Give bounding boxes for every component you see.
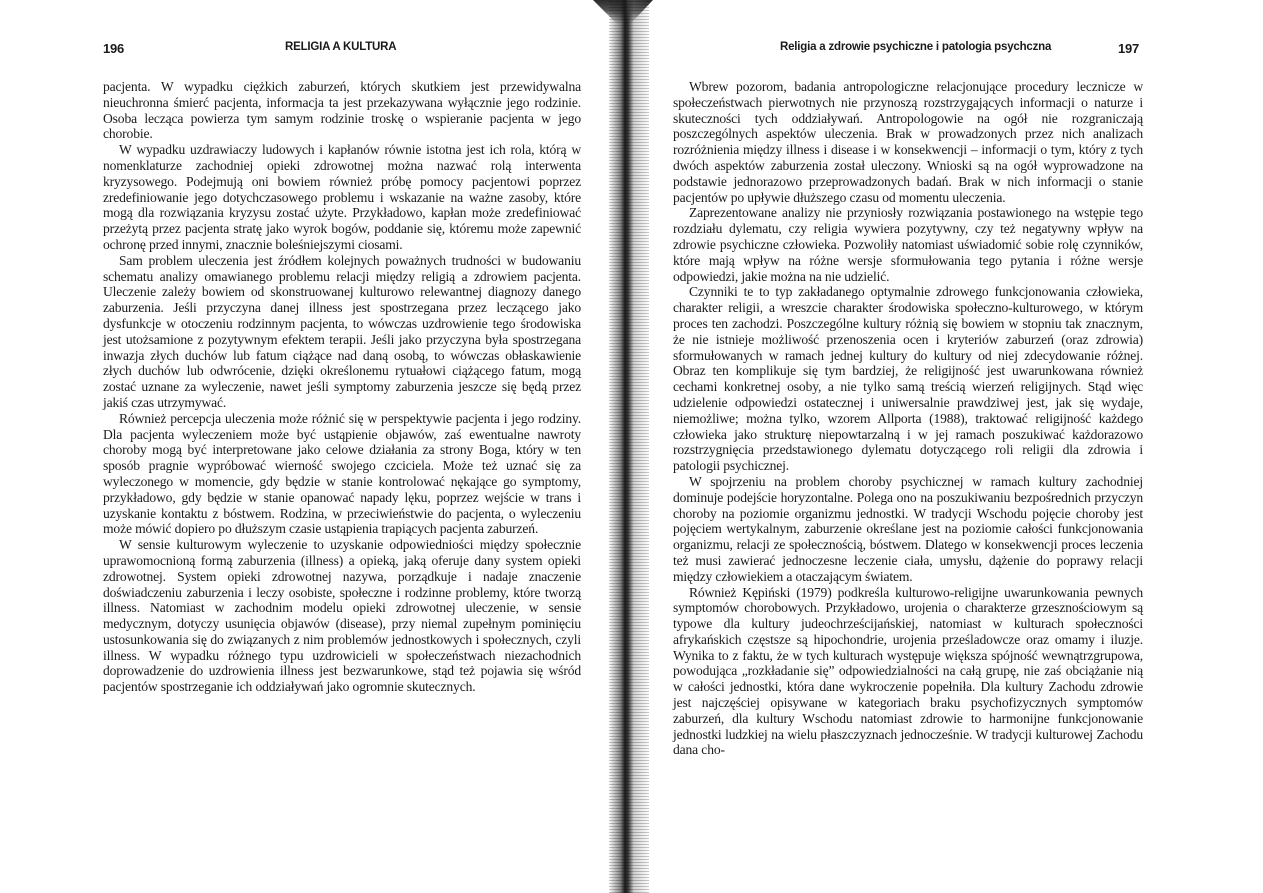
- paragraph: Czynniki te to typ zakładanego optymalnie zdrowego funkcjonowania człowieka, charakter religii, a wreszcie charakter środowiska społeczno-kulturowego, w którym proces ten zachodzi. Poszczególne kultury różnią się bowiem w stopniu tak znacznym, że nie istnieje możliwość przenoszenia ocen i kryteriów zaburzeń (oraz zdrowia) sformułowanych w ramach jednej kultury do kultury od niej zdecydowanie różnej. Obraz ten komplikuje się tym bardziej, że religijność jest uwarunkowana również cechami konkretnej osoby, a nie tylko samą treścią wierzeń religijnych. Stąd więc udzielenie odpowiedzi ostatecznej i uniwersalnie prawdziwej jest, jak się wydaje, niemożliwe; można tylko, wzorem Allporta (1988), traktować religijność każdego człowieka jako strukturę niepowtarzalną i w jej ramach poszukiwać każdorazowo rozstrzygnięcia przedstawionego dylematu dotyczącego roli religii dla zdrowia i patologii psychicznej.: [673, 284, 1143, 474]
- right-page: [626, 0, 1263, 893]
- paragraph: Również percepcja uleczenia może różnić się w perspektywie pacjenta i jego rodziny. Dla pacjenta wyleczeniem może być ustąpienie objawów, zaś ewentualne nawroty choroby mogą być interpretowane jako celowe działania za strony Boga, który w ten sposób pragnie wypróbować wierność swojego czciciela. Może też uznać się za wyleczonego w momencie, gdy będzie w stanie kontrolować nękające go symptomy, przykładowo, gdy będzie w stanie opanować napady lęku, poprzez wejście w trans i uzyskanie kontaktu z bóstwem. Rodzina, w przeciwieństwie do pacjenta, o wyleczeniu może mówić dopiero po dłuższym czasie ustąpienia trapiących pacjenta zaburzeń.: [103, 410, 581, 537]
- left-page: [0, 0, 626, 893]
- running-title: RELIGIA A KULTURA: [285, 41, 397, 53]
- paragraph: Wbrew pozorom, badania antropologiczne relacjonujące procedury lecznicze w społeczeństwach pierwotnych nie przynoszą rozstrzygających informacji o naturze i skuteczności tych oddziaływań. Antropologowie na ogół nie rozgraniczają poszczególnych aspektów uleczenia. Brak w prowadzonych przez nich analizach rozróżnienia między illness i disease i w konsekwencji – informacji o tym, który z tych dwóch aspektów zaburzenia został uleczony. Wnioski są na ogół wyprowadzone na podstawie jednorazowo przeprowadzonych badań. Brak w nich informacji o stanie pacjentów po upływie dłuższego czasu od momentu uleczenia.: [673, 79, 1143, 205]
- running-title: Religia a zdrowie psychiczne i patologia psychczna: [780, 41, 1052, 53]
- paragraph: pacjenta. W wypadku ciężkich zaburzeń, których skutkiem jest przewidywalna nieuchronna śmierć pacjenta, informacja ta jest przekazywana wyłącznie jego rodzinie. Osoba lecząca powierza tym samym rodzinie troskę o wspieranie pacjenta w jego chorobie.: [103, 79, 581, 142]
- paragraph: W sensie kulturowym wyleczenie to uzyskanie odpowiedniości między społecznie uprawomocnioną formą zaburzenia (illness) a opieką, jaką oferuje dany system opieki zdrowotnej. System opieki zdrowotnej nazywa, porządkuje i nadaje znaczenie doświadczeniu zaburzenia i leczy osobiste, społeczne i rodzinne problemy, które tworzą illness. Natomiast w zachodnim modelu opieki zdrowotnej uleczenie, w sensie medycznym, dotyczy usunięcia objawów (disease), przy niemal zupełnym pominięciu ustosunkowania się do związanych z nim problemów jednostkowych i społecznych, czyli illness. W wypadku różnego typu uzdrowicieli w społeczeństwach niezachodnich doprowadzenie do uzdrowienia illness jest bezwarunkowe, stąd też pojawia się wśród pacjentów spostrzeganie ich oddziaływań jako ogromnie skutecznych.: [103, 537, 581, 695]
- page-number: 196: [103, 41, 125, 56]
- paragraph: W wypadku uzdrawiaczy ludowych i kapłanów równie istotna jest ich rola, którą w nomenklaturze zachodniej opieki zdrowotnej można nazwać rolą interwenta kryzysowego. Podejmują oni bowiem również próbę pomocy pacjentowi poprzez zredefiniowanie jego dotychczasowego problemu i wskazanie na ważne zasoby, które mogą dla rozwiązania kryzysu zostać użyte. Przykładowo, kapłan może zredefiniować przeżytą przez pacjenta stratę jako wyrok bogów, poddanie się, któremu może zapewnić ochronę przed innymi, znacznie boleśniejszymi ciosami.: [103, 142, 581, 252]
- paragraph: Zaprezentowane analizy nie przyniosły rozwiązania postawionego na wstępie tego rozdziału dylematu, czy religia wywiera pozytywny, czy też negatywny wpływ na zdrowie psychiczne człowieka. Pozwoliły natomiast uświadomić sobie rolę czynników, które mają wpływ na różne wersje sformułowania tego pytania i różne wersje odpowiedzi, jakie można na nie udzielić.: [673, 205, 1143, 284]
- paragraph: Również Kępiński (1979) podkreśla kulturowo-religijne uwarunkowania pewnych symptomów chorobowych. Przykładowo, urojenia o charakterze grzesznościowym są typowe dla kultury judeochrześcijańskiej, natomiast w kulturach społeczności afrykańskich częstsze są hipochondrie, urojenia prześladowcze oraz omamy i iluzje. Wynika to z faktu, że w tych kulturach występuje większa spójność wewnątrzgrupowa, powodująca „rozkładanie się” odpowiedzialności na całą grupę, nie zaś obciążanie nią w całości jednostki, która dane wykroczenie popełniła. Dla kultury Zachodu zdrowie jest najczęściej opisywane w kategoriach braku psychofizycznych symptomów zaburzeń, dla kultury Wschodu natomiast zdrowie to harmonijne funkcjonowanie jednostki ludzkiej na wielu płaszczyznach jednocześnie. W tradycji kulturowej Zachodu dana cho-: [673, 584, 1143, 758]
- body-text: [673, 79, 1143, 758]
- paragraph: Sam problem uleczenia jest źródłem kolejnych poważnych trudności w budowaniu schematu analizy omawianego problemu relacji między religią a zdrowiem pacjenta. Uleczenie zależy bowiem od skonstruowanej kulturowo relewantnej diagnozy danego zaburzenia. Jeśli przyczyna danej illness jest spostrzegana przez leczącego jako dysfunkcje w otoczeniu rodzinnym pacjenta, to wówczas uzdrowienie tego środowiska jest utożsamione z pozytywnym efektem terapii. Jeśli jako przyczyna była spostrzegana inwazja złych duchów lub fatum ciążące nad daną osobą, to wówczas obłaskawienie złych duchów lub odwrócenie, dzięki określonemu rytuałowi ciążącego fatum, mogą zostać uznane za wyleczenie, nawet jeśli symptomy zaburzenia jeszcze się będą przez jakiś czas utrzymywać.: [103, 252, 581, 410]
- page-number: 197: [1118, 41, 1140, 56]
- body-text: [103, 79, 581, 695]
- paragraph: W spojrzeniu na problem choroby psychicznej w ramach kultury zachodniej dominuje podejście horyzontalne. Polega ono na poszukiwaniu bezpośrednich przyczyn choroby na poziomie organizmu jednostki. W tradycji Wschodu pojęcie choroby jest pojęciem wertykalnym, zaburzenie określane jest na poziomie całości funkcjonowania organizmu, relacji ze społecznością, bóstwem. Dlatego w konsekwencji proces leczenia też musi zawierać jednoczesne leczenie ciała, umysłu, dążenie do poprawy relacji między człowiekiem a otaczającym światem.: [673, 473, 1143, 584]
